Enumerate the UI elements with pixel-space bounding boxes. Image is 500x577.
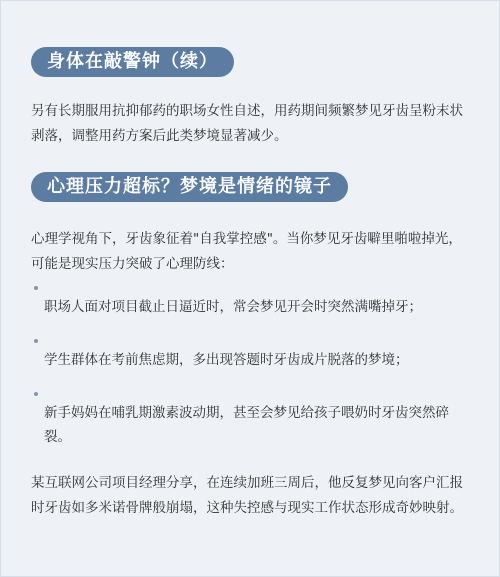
paragraph-psychology-intro: 心理学视角下，牙齿象征着"自我掌控感"。当你梦见牙齿噼里啪啦掉光，可能是现实压力突破了心理防线： [31, 231, 462, 272]
bullet-dot-icon [34, 339, 38, 343]
list-item-text: 职场人面对项目截止日逼近时，常会梦见开会时突然满嘴掉牙； [44, 299, 422, 315]
paragraph-medication-case: 另有长期服用抗抑郁药的职场女性自述，用药期间频繁梦见牙齿呈粉末状剥落，调整用药方案后此类梦境显著减少。 [31, 103, 463, 144]
list-item-text: 学生群体在考前焦虑期，多出现答题时牙齿成片脱落的梦境； [44, 352, 409, 368]
bullet-dot-icon [34, 392, 38, 396]
bullet-dot-icon [34, 286, 38, 290]
paragraph-manager-case: 某互联网公司项目经理分享，在连续加班三周后，他反复梦见向客户汇报时牙齿如多米诺骨牌般崩塌，这种失控感与现实工作状态形成奇妙映射。 [31, 475, 463, 516]
section-title-psychological-stress: 心理压力超标？梦境是情绪的镜子 [31, 172, 348, 202]
list-item-text: 新手妈妈在哺乳期激素波动期，甚至会梦见给孩子喂奶时牙齿突然碎裂。 [44, 405, 449, 445]
section-title-body-alarm: 身体在敲警钟（续） [31, 47, 234, 77]
